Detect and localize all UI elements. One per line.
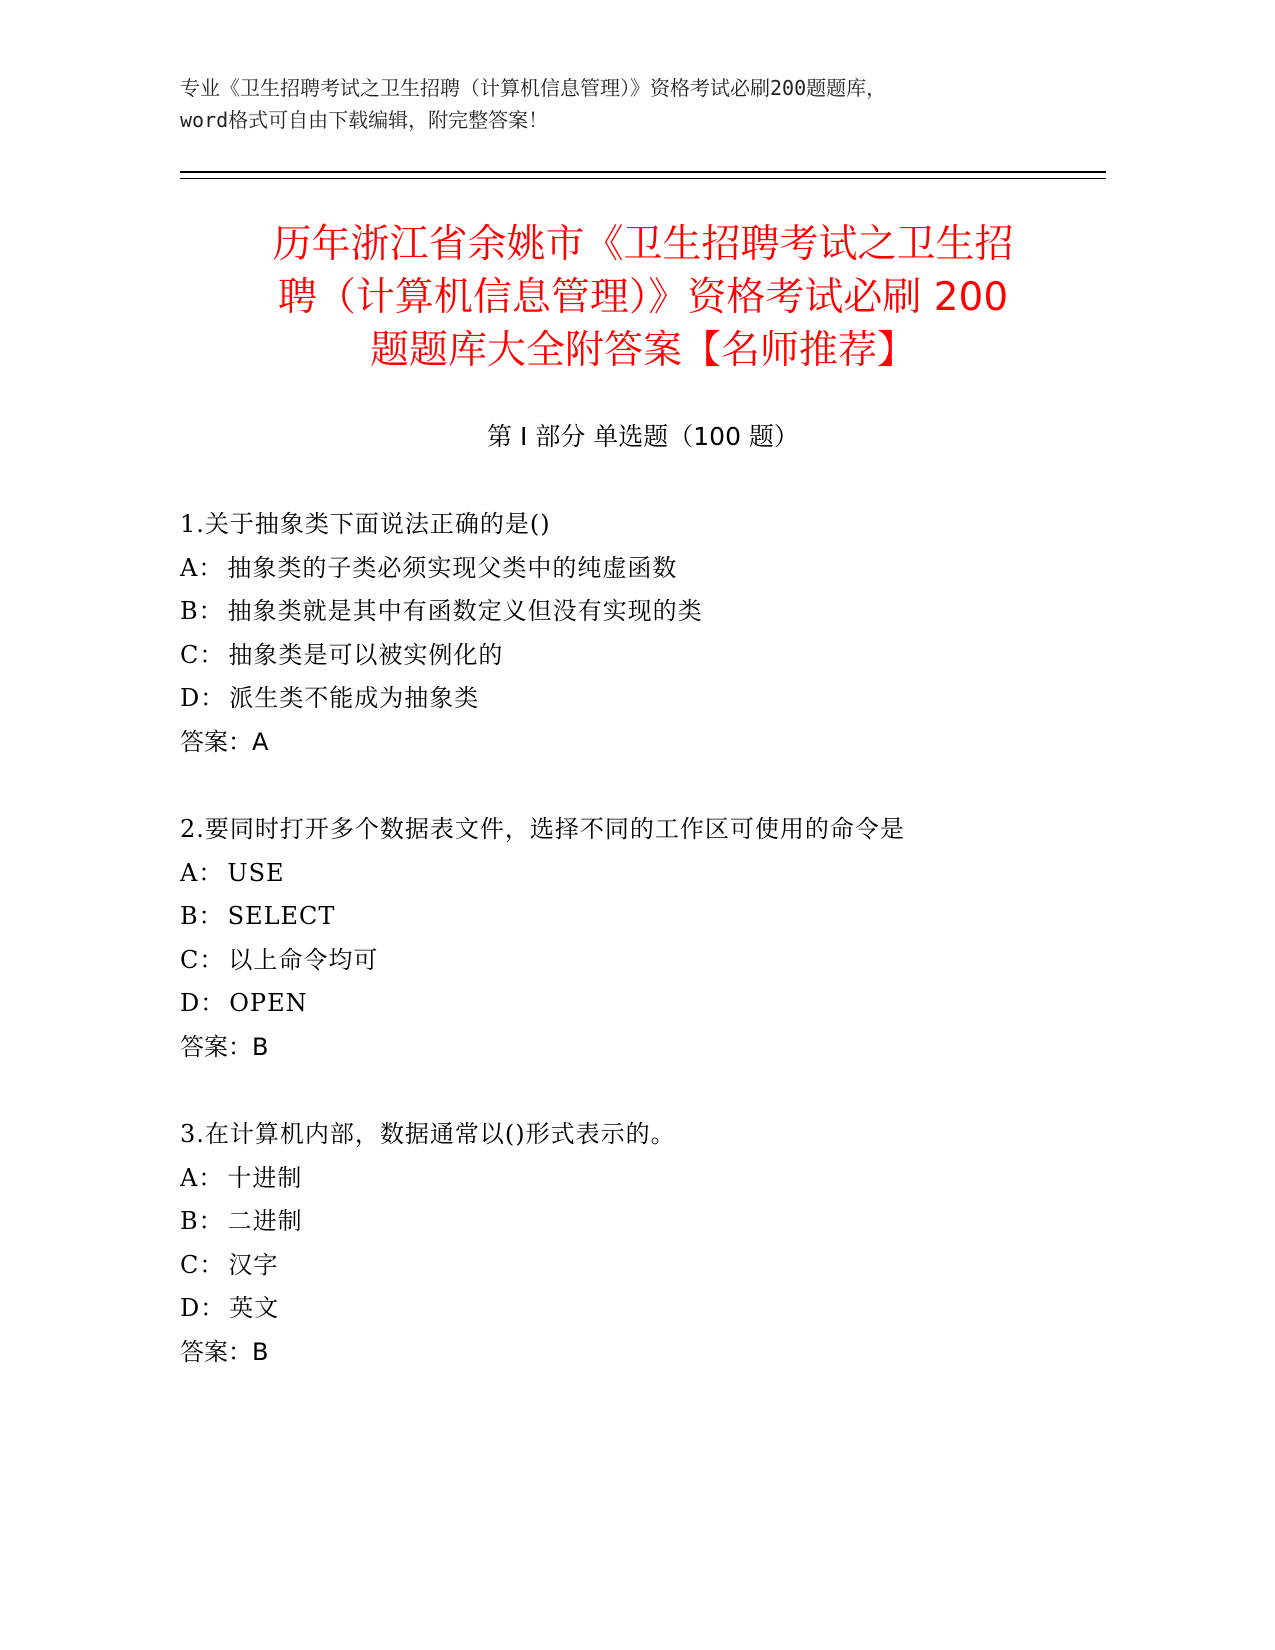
option-text: 十进制 — [227, 1163, 303, 1192]
answer-value: B — [252, 1337, 269, 1366]
option-letter: A： — [180, 553, 224, 582]
section-title: 第 I 部分 单选题（100 题） — [487, 422, 799, 451]
option-d — [180, 982, 1080, 1026]
question-text: 1.关于抽象类下面说法正确的是() — [180, 510, 551, 538]
option-letter: B： — [180, 597, 224, 625]
option-c — [180, 939, 1080, 983]
option-letter: A： — [180, 1163, 224, 1192]
question-text: 3.在计算机内部，数据通常以()形式表示的。 — [180, 1120, 676, 1148]
option-text: 英文 — [229, 1294, 280, 1322]
option-text: 二进制 — [227, 1207, 303, 1235]
option-d — [180, 677, 1080, 721]
option-a — [180, 547, 1080, 591]
answer-label: 答案： — [180, 1032, 252, 1061]
document-title — [180, 218, 1106, 377]
header-note — [180, 72, 1100, 136]
header-note-line-2: word格式可自由下载编辑，附完整答案！ — [180, 108, 549, 132]
option-text: USE — [227, 858, 285, 887]
option-b — [180, 895, 1080, 939]
title-line-1: 历年浙江省余姚市《卫生招聘考试之卫生招 — [272, 222, 1014, 267]
option-text: 抽象类就是其中有函数定义但没有实现的类 — [227, 597, 703, 625]
option-letter: C： — [180, 945, 225, 974]
answer-line — [180, 1331, 1080, 1375]
option-letter: D： — [180, 989, 226, 1017]
option-letter: B： — [180, 1207, 224, 1235]
option-letter: A： — [180, 858, 224, 887]
option-letter: B： — [180, 902, 224, 930]
option-letter: C： — [180, 640, 225, 669]
answer-value: A — [252, 727, 269, 756]
answer-value: B — [252, 1032, 269, 1061]
answer-line — [180, 1026, 1080, 1070]
answer-label: 答案： — [180, 727, 252, 756]
option-a — [180, 852, 1080, 896]
option-text: 派生类不能成为抽象类 — [229, 684, 480, 712]
answer-label: 答案： — [180, 1337, 252, 1366]
option-letter: D： — [180, 1294, 226, 1322]
option-c — [180, 634, 1080, 678]
option-text: 汉字 — [228, 1250, 279, 1279]
option-d — [180, 1287, 1080, 1331]
option-b — [180, 1200, 1080, 1244]
option-c — [180, 1244, 1080, 1288]
header-divider-thick — [180, 171, 1106, 173]
option-b — [180, 590, 1080, 634]
answer-line — [180, 721, 1080, 765]
question-1 — [180, 503, 1080, 764]
option-text: SELECT — [227, 902, 336, 930]
title-line-2: 聘（计算机信息管理）》资格考试必刷 200 — [277, 275, 1009, 320]
option-letter: C： — [180, 1250, 225, 1279]
title-line-3: 题题库大全附答案【名师推荐】 — [369, 328, 916, 373]
question-2 — [180, 808, 1080, 1069]
option-a — [180, 1157, 1080, 1201]
option-text: 以上命令均可 — [228, 945, 379, 974]
option-text: 抽象类是可以被实例化的 — [228, 640, 504, 669]
header-note-line-1: 专业《卫生招聘考试之卫生招聘（计算机信息管理）》资格考试必刷200题题库， — [180, 76, 887, 100]
question-3 — [180, 1113, 1080, 1374]
header-divider-thin — [180, 178, 1106, 179]
option-text: 抽象类的子类必须实现父类中的纯虚函数 — [227, 553, 678, 582]
option-text: OPEN — [229, 989, 308, 1017]
question-text: 2.要同时打开多个数据表文件，选择不同的工作区可使用的命令是 — [180, 815, 905, 843]
option-letter: D： — [180, 684, 226, 712]
